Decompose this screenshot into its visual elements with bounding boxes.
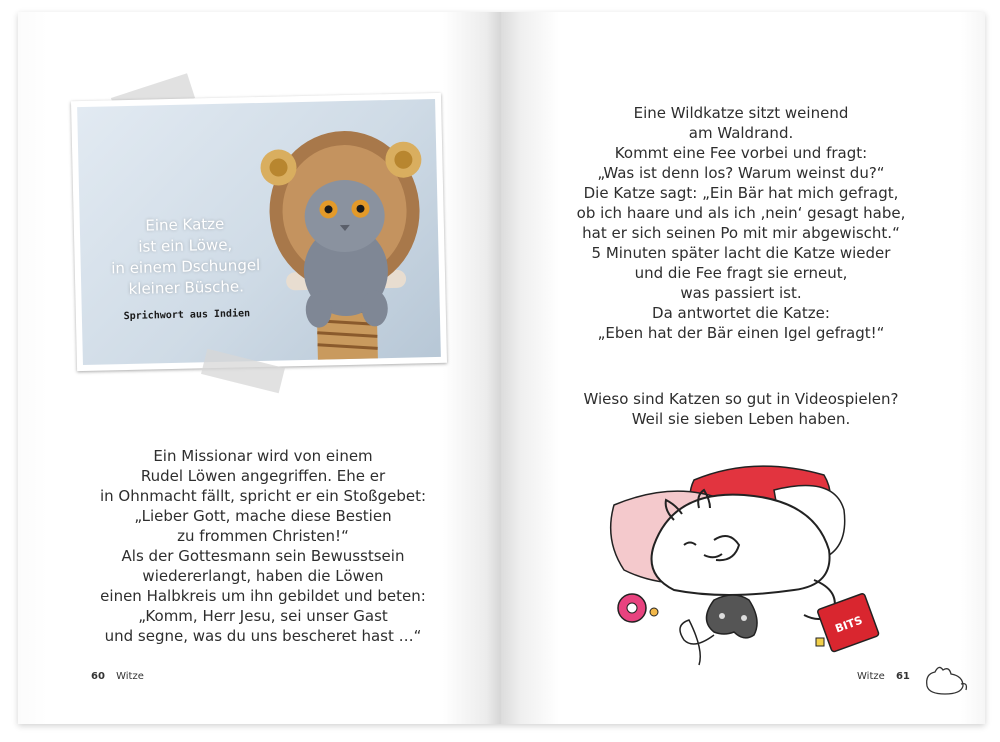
wildcat-joke: Eine Wildkatze sitzt weinend am Waldrand. Kommt eine Fee vorbei und fragt: „Was ist denn los? Warum weinst du?“ Die Katze sagt: „Ein Bär hat mich gefragt, ob ich haare und als ich ‚nein‘ gesagt habe, hat er sich seinen Po mit mir abgewischt.“ 5 Minuten später lacht die Katze wieder und die Fee fragt sie erneut, was passiert ist. Da antwortet die Katze: „Eben hat der Bär einen Igel gefragt!“ xyxy=(576,104,906,342)
corner-cat-icon xyxy=(921,658,969,698)
section-title: Witze xyxy=(116,671,144,682)
chips-label: BITS xyxy=(833,613,865,636)
quote-source: Sprichwort aus Indien xyxy=(123,308,251,323)
page-number: 61 xyxy=(895,671,910,682)
open-book xyxy=(18,12,985,724)
chips-bag-icon xyxy=(817,593,879,652)
page-footer-right xyxy=(857,671,918,682)
game-controller-icon xyxy=(680,595,757,665)
left-page xyxy=(18,12,501,724)
page-number: 60 xyxy=(91,671,105,682)
photo-quote: Eine Katze ist ein Löwe, in einem Dschungel kleiner Büsche. xyxy=(111,214,261,298)
page-footer-left xyxy=(91,671,152,682)
cat-illustration xyxy=(604,450,904,675)
missionary-joke: Ein Missionar wird von einem Rudel Löwen angegriffen. Ehe er in Ohnmacht fällt, spricht er ein Stoßgebet: „Lieber Gott, mache diese Bestien zu frommen Christen!“ Als der Gottesmann sein Bewusstsein wiedererlangt, haben die Löwen einen Halbkreis um ihn gebildet und beten: „Komm, Herr Jesu, sei unser Gast und segne, was du uns bescheret hast …“ xyxy=(99,447,427,645)
videogame-joke: Wieso sind Katzen so gut in Videospielen? Weil sie sieben Leben haben. xyxy=(583,390,899,428)
section-title: Witze xyxy=(857,671,885,682)
cat-photo-card xyxy=(71,93,447,371)
right-page xyxy=(501,12,985,724)
lion-mane-cat-image xyxy=(243,119,441,363)
donut-icon xyxy=(618,594,658,622)
cat-photo xyxy=(77,99,441,365)
